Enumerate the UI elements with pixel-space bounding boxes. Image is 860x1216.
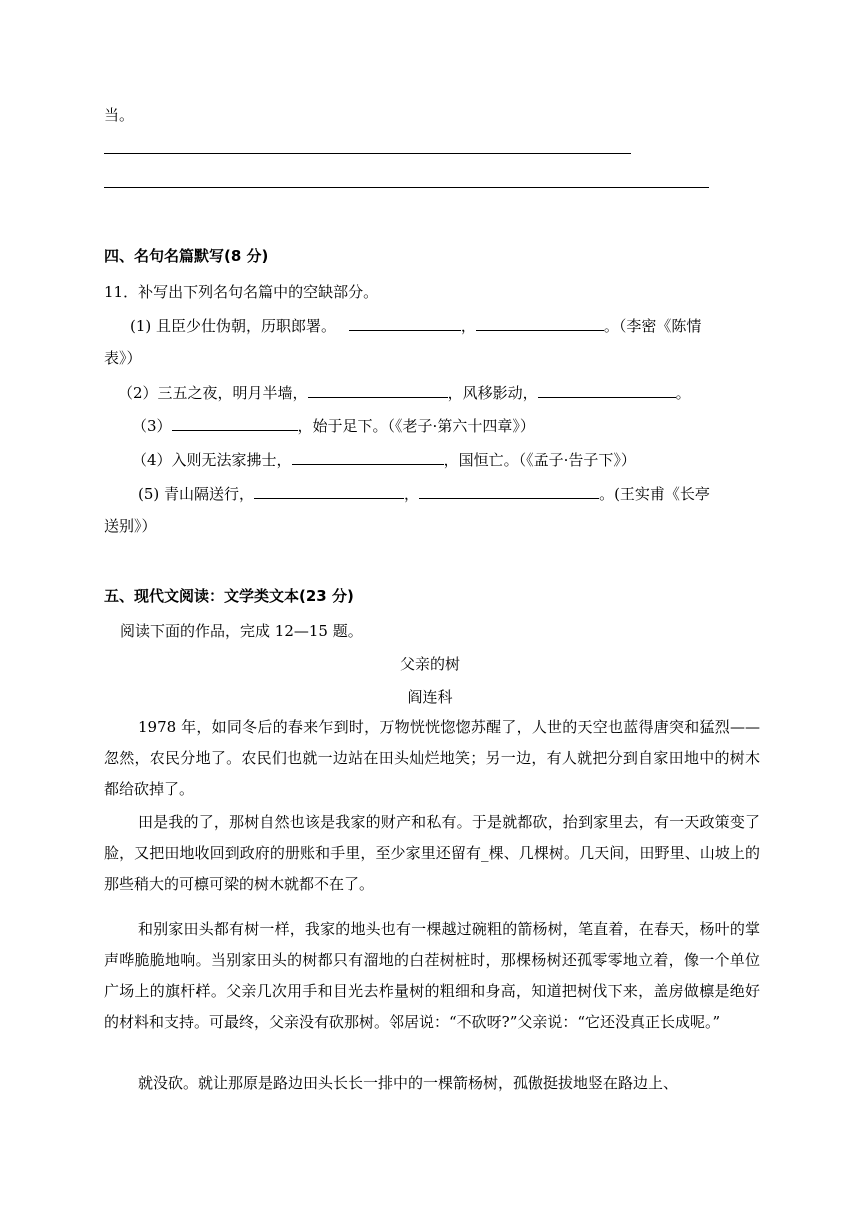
paragraph-2 — [104, 807, 760, 900]
blank-5a[interactable] — [254, 483, 404, 499]
section5-heading: 五、现代文阅读：文学类文本(23 分) — [104, 587, 354, 605]
item-4 — [132, 449, 636, 470]
blank-5b[interactable] — [419, 483, 599, 499]
blank-1a[interactable] — [349, 315, 461, 331]
item-1 — [130, 315, 701, 336]
paragraph-1-text: 1978 年，如同冬后的春来乍到时，万物恍恍惚惚苏醒了，人世的天空也蓝得唐突和猛烈——忽然，农民分地了。农民们也就一边站在田头灿烂地笑；另一边，有人就把分到自家田地中的树木都给砍掉了。 — [104, 718, 760, 798]
item-3-num: （3） — [132, 417, 172, 435]
item-5 — [138, 483, 710, 504]
paragraph-4 — [104, 1068, 760, 1099]
question-11: 11．补写出下列名句名篇中的空缺部分。 — [104, 283, 379, 301]
item-2-post: 。 — [675, 384, 691, 402]
item-4-post: ，国恒亡。（《孟子·告子下》） — [443, 451, 636, 469]
paragraph-1 — [104, 712, 760, 805]
paragraph-3-text-a: 和别家田头都有树一样，我家的地头也有一棵越过碗粗的箭杨树，笔直着，在春天，杨叶的掌声哗脆脆地响。当别家田头的树都只有溜地的白茬树桩时，那棵杨树还孤零零地立着，像一个单位广场上的 — [104, 920, 760, 1000]
item-5-pre: 青山隔送行， — [164, 485, 255, 503]
paragraph-3-emphasis: 旗杆 • — [165, 982, 196, 1000]
reading-instruction: 阅读下面的作品，完成 12—15 题。 — [120, 622, 363, 640]
item-5-mid: ， — [404, 485, 420, 503]
item-1-pre: 且臣少仕伪朝，历职郎署。 — [156, 317, 337, 335]
item-1-mid: ， — [460, 317, 476, 335]
item-3-post: ，始于足下。（《老子·第六十四章》） — [297, 417, 535, 435]
paragraph-3-text-b: 样。父亲几次用手和目光去柞量树的粗细和身高，知道把树伐下来，盖房做檩是绝好的材料和支持。可最终，父亲没有砍那树。邻居说：“不砍呀?”父亲说：“它还没真正长成呢。” — [104, 982, 760, 1031]
item-1-cont: 表》） — [104, 349, 142, 367]
item-5-cont: 送别》） — [104, 517, 157, 535]
item-3 — [132, 415, 535, 436]
blank-2a[interactable] — [308, 382, 448, 398]
item-4-pre: 入则无法家拂士， — [171, 451, 292, 469]
item-1-post: 。（李密《陈情 — [603, 317, 702, 335]
continuation-text: 当。 — [104, 106, 135, 124]
paragraph-3 — [104, 914, 760, 1038]
item-5-post: 。(王实甫《长亭 — [599, 485, 710, 503]
item-2-num: （2） — [118, 384, 158, 402]
article-title: 父亲的树 — [399, 655, 460, 673]
paragraph-2-text: 田是我的了，那树自然也该是我家的财产和私有。于是就都砍，抬到家里去，有一天政策变了脸，又把田地收回到政府的册账和手里，至少家里还留有_棵、几棵树。几天间，田野里、山坡上的那些稍大的可檩可梁的树木就都不在了。 — [104, 813, 760, 893]
blank-1b[interactable] — [476, 315, 604, 331]
blank-3[interactable] — [172, 415, 298, 431]
blank-2b[interactable] — [538, 382, 676, 398]
item-5-num: (5) — [138, 485, 160, 503]
blank-4[interactable] — [292, 449, 444, 465]
item-2-pre: 三五之夜，明月半墙， — [157, 384, 308, 402]
item-4-num: （4） — [132, 451, 172, 469]
answer-line-1 — [104, 153, 631, 154]
article-author: 阎连科 — [407, 688, 453, 706]
item-2-mid: ，风移影动， — [447, 384, 538, 402]
section4-heading: 四、名句名篇默写(8 分) — [104, 247, 269, 265]
item-2 — [118, 382, 691, 403]
item-1-num: (1) — [130, 317, 152, 335]
paragraph-4-text: 就没砍。就让那原是路边田头长长一排中的一棵箭杨树，孤傲挺拔地竖在路边上、 — [138, 1074, 679, 1092]
answer-line-2 — [104, 187, 709, 188]
